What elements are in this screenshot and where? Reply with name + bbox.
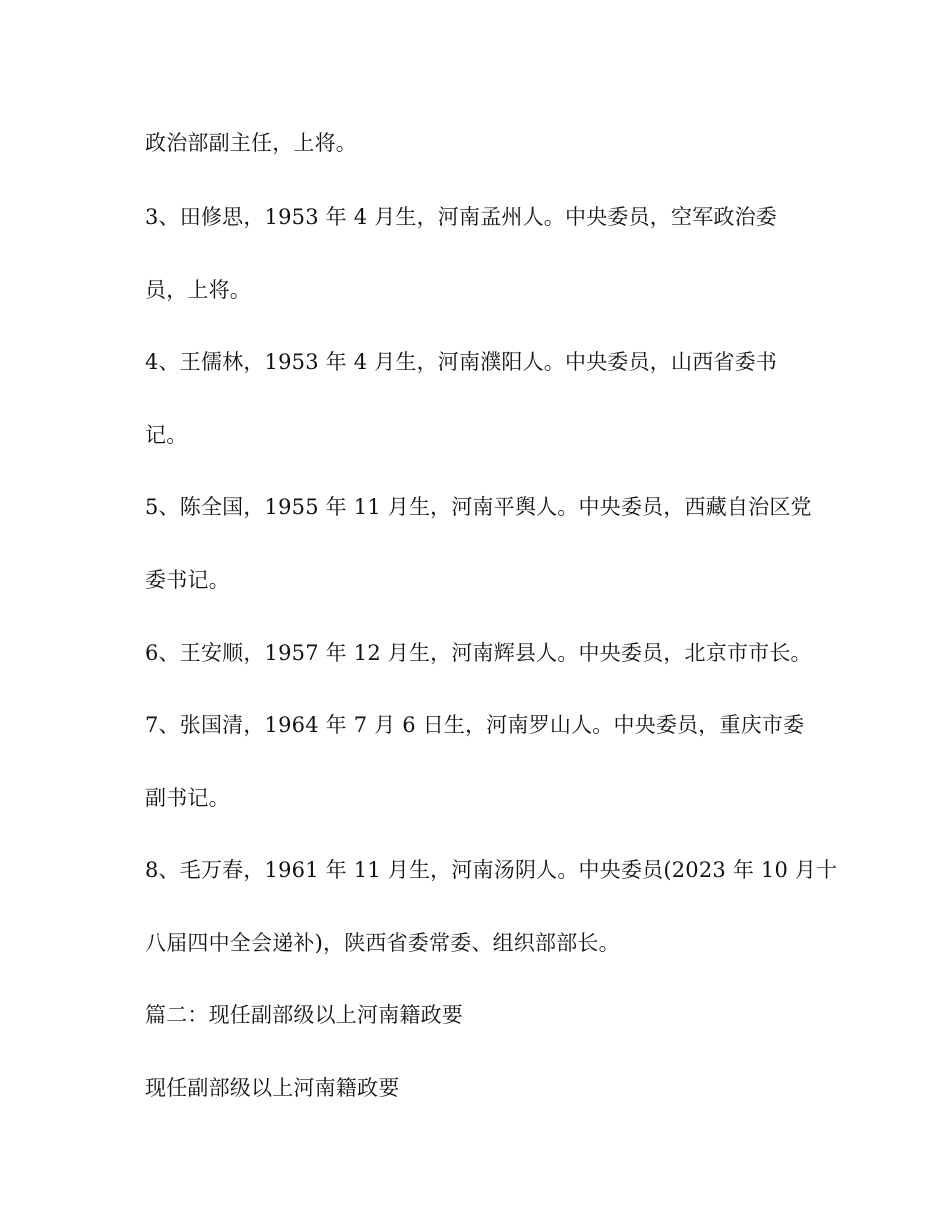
text-line-item-8: 8、毛万春，1961 年 11 月生，河南汤阴人。中央委员(2023 年 10 月十 bbox=[145, 858, 838, 882]
text-line-item-7-cont: 副书记。 bbox=[145, 786, 230, 810]
text-line-item-3: 3、田修思，1953 年 4 月生，河南孟州人。中央委员，空军政治委 bbox=[145, 205, 777, 229]
text-line-item-3-cont: 员，上将。 bbox=[145, 278, 251, 302]
text-line-item-5: 5、陈全国，1955 年 11 月生，河南平舆人。中央委员，西藏自治区党 bbox=[145, 495, 812, 519]
text-line-item-7: 7、张国清，1964 年 7 月 6 日生，河南罗山人。中央委员，重庆市委 bbox=[145, 713, 805, 737]
section-heading: 篇二：现任副部级以上河南籍政要 bbox=[145, 1003, 463, 1027]
section-title: 现任副部级以上河南籍政要 bbox=[145, 1076, 400, 1100]
text-line-item-5-cont: 委书记。 bbox=[145, 568, 230, 592]
text-line-item-4-cont: 记。 bbox=[145, 423, 188, 447]
text-line-item-4: 4、王儒林，1953 年 4 月生，河南濮阳人。中央委员，山西省委书 bbox=[145, 350, 777, 374]
text-line-item-8-cont: 八届四中全会递补)，陕西省委常委、组织部部长。 bbox=[145, 931, 620, 955]
text-line-continuation: 政治部副主任，上将。 bbox=[145, 131, 357, 155]
text-line-item-6: 6、王安顺，1957 年 12 月生，河南辉县人。中央委员，北京市市长。 bbox=[145, 641, 812, 665]
